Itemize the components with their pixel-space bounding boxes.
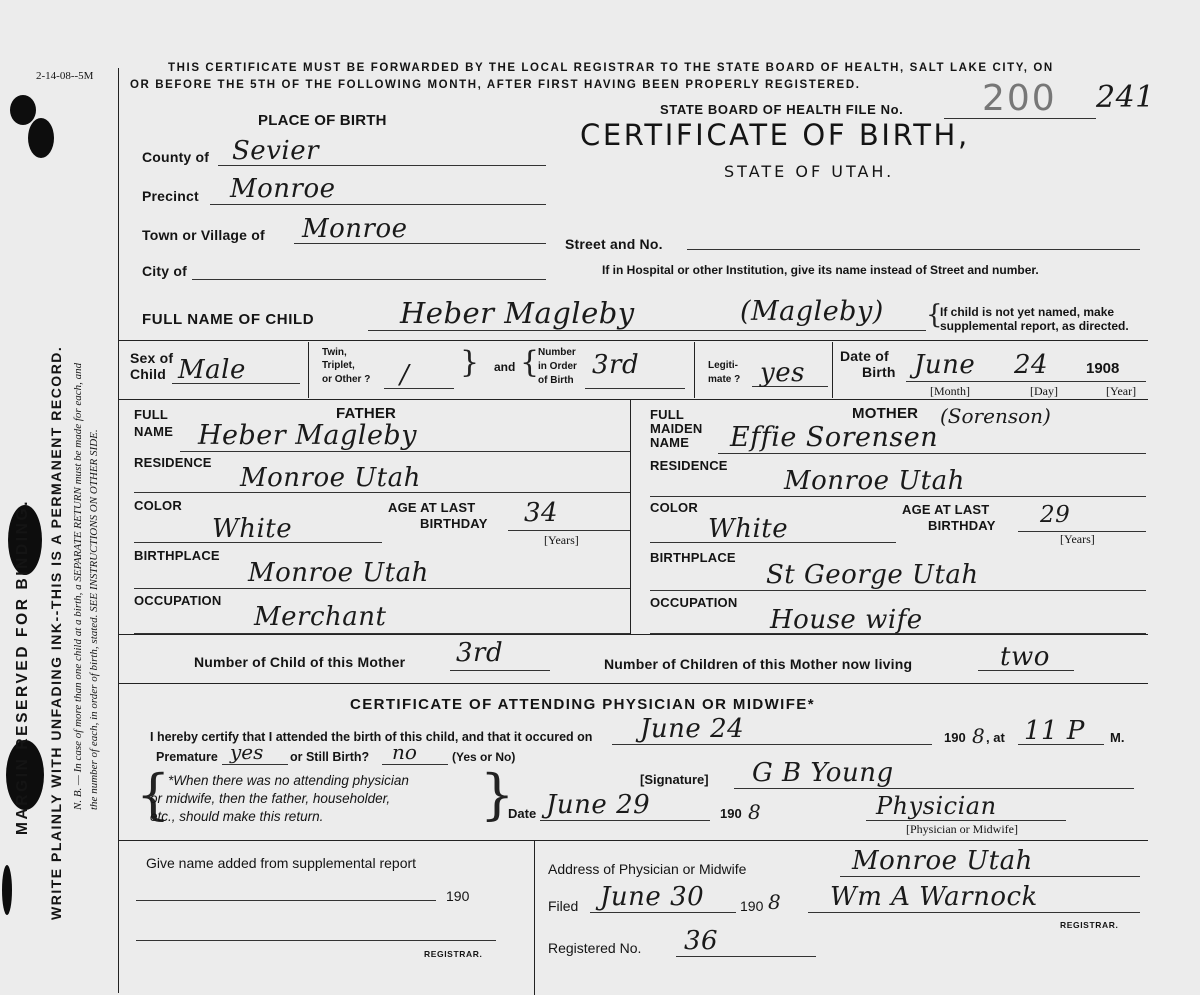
header-notice-line1: THIS CERTIFICATE MUST BE FORWARDED BY THE LOCAL REGISTRAR TO THE STATE BOARD OF HEALTH, SALT LAKE CITY, ON (168, 62, 1054, 74)
father-age-unit: [Years] (544, 533, 579, 547)
supplemental-year: 190 (446, 888, 470, 904)
filing-registrar-label: REGISTRAR. (1060, 920, 1119, 930)
mother-birthplace-value: St George Utah (766, 560, 979, 590)
signed-date-value: June 29 (546, 790, 651, 820)
legit-label-1: Legiti- (708, 360, 738, 371)
father-occupation-value: Merchant (254, 602, 387, 632)
dob-part-year: [Year] (1106, 384, 1137, 398)
birth-year-digit: 8 (972, 724, 985, 748)
mother-birthplace-label: BIRTHPLACE (650, 550, 736, 565)
mother-name-value: Effie Sorensen (730, 422, 939, 453)
father-birthplace-label: BIRTHPLACE (134, 548, 220, 563)
and-label: and (494, 360, 516, 374)
premature-value: yes (230, 740, 264, 764)
father-color-label: COLOR (134, 498, 182, 513)
father-residence-value: Monroe Utah (240, 463, 421, 493)
town-label: Town or Village of (142, 227, 265, 243)
premature-label: Premature (156, 750, 218, 764)
sex-label-2: Child (130, 366, 166, 382)
dob-month: June (914, 350, 976, 380)
signature-value: G B Young (752, 758, 894, 788)
father-color-value: White (212, 514, 293, 544)
supplemental-registrar-label: REGISTRAR. (424, 949, 483, 959)
mother-residence-label: RESIDENCE (650, 458, 728, 473)
mother-name-label-1: FULL (650, 407, 685, 422)
mother-name-label-2: MAIDEN (650, 421, 703, 436)
signed-year-digit: 8 (748, 800, 761, 824)
hospital-note: If in Hospital or other Institution, give its name instead of Street and number. (602, 263, 1039, 277)
filed-date-value: June 30 (600, 882, 705, 912)
physician-title-value: Physician (876, 792, 997, 820)
mother-maiden-note: (Sorenson) (940, 404, 1051, 428)
yes-no-label: (Yes or No) (452, 750, 516, 764)
father-name-label-1: FULL (134, 407, 169, 422)
dob-label-2: Birth (862, 364, 896, 380)
child-number-value: 3rd (456, 638, 504, 668)
form-left-border (118, 68, 119, 993)
not-named-note-1: If child is not yet named, make (940, 305, 1115, 319)
child-number-label: Number of Child of this Mother (194, 654, 406, 670)
father-name-value: Heber Magleby (198, 420, 417, 451)
mother-age-unit: [Years] (1060, 532, 1095, 546)
mother-age-label-1: AGE AT LAST (902, 502, 990, 517)
margin-ink-text: WRITE PLAINLY WITH UNFADING INK--THIS IS A PERMANENT RECORD. (48, 345, 64, 920)
living-value: two (1000, 642, 1050, 672)
supplemental-label: Give name added from supplemental report (146, 855, 417, 871)
father-age-label-2: BIRTHDAY (420, 516, 488, 531)
signed-date-label: Date (508, 806, 537, 821)
order-label-2: in Order (538, 361, 577, 372)
birth-year-prefix: 190 (944, 730, 966, 745)
registered-value: 36 (684, 926, 719, 956)
city-label: City of (142, 263, 187, 279)
mother-heading: MOTHER (852, 405, 919, 422)
binding-hole-1 (10, 95, 36, 125)
order-value: 3rd (592, 350, 640, 380)
at-label: , at (986, 730, 1005, 745)
address-value: Monroe Utah (852, 846, 1033, 876)
father-occupation-label: OCCUPATION (134, 593, 222, 608)
certificate-title: CERTIFICATE OF BIRTH, (580, 118, 970, 152)
m-label: M. (1110, 730, 1125, 745)
sex-label-1: Sex of (130, 350, 174, 366)
registered-label: Registered No. (548, 940, 642, 956)
twin-value: / (400, 360, 410, 390)
child-name-correction: (Magleby) (740, 296, 884, 327)
file-no-stamp: 200 (982, 78, 1057, 119)
mother-occupation-value: House wife (770, 605, 923, 635)
twin-label-2: Triplet, (322, 360, 355, 371)
dob-label-1: Date of (840, 348, 889, 364)
dob-part-day: [Day] (1030, 384, 1058, 398)
physician-title-label: [Physician or Midwife] (906, 822, 1018, 836)
footnote-line1: *When there was no attending physician (168, 773, 409, 788)
header-notice-line2: OR BEFORE THE 5TH OF THE FOLLOWING MONTH, AFTER FIRST HAVING BEEN PROPERLY REGISTERED. (130, 79, 861, 91)
registrar-signature: Wm A Warnock (830, 882, 1038, 912)
legit-label-2: mate ? (708, 374, 741, 385)
county-value: Sevier (232, 136, 320, 166)
mother-age-label-2: BIRTHDAY (928, 518, 996, 533)
mother-age-value: 29 (1040, 502, 1071, 528)
mother-color-value: White (708, 514, 789, 544)
living-label: Number of Children of this Mother now living (604, 656, 913, 672)
dob-part-month: [Month] (930, 384, 970, 398)
margin-binding-text: MARGIN RESERVED FOR BINDING. (14, 498, 31, 835)
twin-label-3: or Other ? (322, 374, 371, 385)
order-label-1: Number (538, 347, 576, 358)
mother-name-label-3: NAME (650, 435, 690, 450)
street-label: Street and No. (565, 236, 663, 252)
binding-hole-2 (28, 118, 54, 158)
father-heading: FATHER (336, 405, 397, 422)
father-name-label-2: NAME (134, 424, 174, 439)
precinct-label: Precinct (142, 188, 199, 204)
place-of-birth-heading: PLACE OF BIRTH (258, 112, 387, 129)
precinct-value: Monroe (230, 174, 336, 204)
mother-residence-value: Monroe Utah (784, 466, 965, 496)
dob-day: 24 (1014, 350, 1049, 380)
footnote-line3: etc., should make this return. (150, 809, 324, 824)
dob-year: 1908 (1086, 360, 1120, 377)
father-age-value: 34 (524, 498, 559, 528)
filed-label: Filed (548, 898, 579, 914)
file-no-label: STATE BOARD OF HEALTH FILE No. (660, 102, 904, 117)
child-name-label: FULL NAME OF CHILD (142, 311, 315, 328)
still-birth-value: no (392, 740, 417, 764)
filed-year-prefix: 190 (740, 898, 764, 914)
not-named-note-2: supplemental report, as directed. (940, 319, 1129, 333)
margin-nb-line1: N. B. — In case of more than one child at a birth, a SEPARATE RETURN must be made for each, and (72, 362, 84, 810)
order-label-3: of Birth (538, 375, 574, 386)
mother-occupation-label: OCCUPATION (650, 595, 738, 610)
county-label: County of (142, 149, 210, 165)
still-birth-label: or Still Birth? (290, 750, 370, 764)
margin-nb-line2: the number of each, in order of birth, stated. SEE INSTRUCTIONS ON OTHER SIDE. (88, 429, 100, 810)
mother-color-label: COLOR (650, 500, 698, 515)
sex-value: Male (178, 355, 246, 385)
file-no-handwritten: 241 (1096, 80, 1155, 115)
certify-text: I hereby certify that I attended the birth of this child, and that it occured on (150, 730, 593, 744)
footnote-line2: or midwife, then the father, householder, (150, 791, 391, 806)
legit-value: yes (760, 358, 805, 388)
town-value: Monroe (302, 214, 408, 244)
child-name-value: Heber Magleby (400, 296, 635, 330)
form-code: 2-14-08--5M (36, 70, 94, 82)
birth-date-value: June 24 (640, 714, 745, 744)
physician-heading: CERTIFICATE OF ATTENDING PHYSICIAN OR MIDWIFE* (350, 696, 815, 713)
certificate-subtitle: STATE OF UTAH. (724, 162, 895, 181)
twin-label-1: Twin, (322, 347, 347, 358)
binding-hole-5 (2, 865, 12, 915)
signed-year-prefix: 190 (720, 806, 742, 821)
father-residence-label: RESIDENCE (134, 455, 212, 470)
filed-year-digit: 8 (768, 890, 781, 914)
birth-hour-value: 11 P (1024, 716, 1085, 746)
certificate-sheet: 2-14-08--5M MARGIN RESERVED FOR BINDING. WRITE PLAINLY WITH UNFADING INK--THIS IS A PERMANENT RECORD. N. B. — In case of more than one child at a birth, a SEPARATE RETURN must be made for each, and the number of each, in order of birth, stated. SEE INSTRUCTIONS ON OTHER SIDE. THIS CERTIFICATE MUST BE FORWARDED BY THE LOCAL REGISTRAR TO THE STATE BOARD OF HEALTH, SALT LAKE CITY, ON OR BEFORE THE 5TH OF THE FOLLOWING MONTH, AFTER FIRST HAVING BEEN PROPERLY REGISTERED. STATE BOARD OF HEALTH FILE No. 200 241 CERTIFICATE OF BIRTH, STATE OF UTAH. PLACE OF BIRTH County of Sevier Precinct Monroe Town or Village of Monroe Street and No. City of If in Hospital or other Institution, give its name instead of Street and number. FULL NAME OF CHILD Heber Magleby (Magleby) { If child is not yet named, make supplemental report, as directed. Sex of Child Male Twin, Triplet, or Other ? / } and { Number in Order of Birth 3rd Legiti- mate ? yes Date of Birth June 24 1908 [Month] [Day] [Year] FATHER FULL NAME Heber Magleby RESIDENCE Monroe Utah COLOR AGE AT LAST BIRTHDAY White 34 [Years] BIRTHPLACE Monroe Utah OCCUPATION Merchant MOTHER (Sorenson) FULL MAIDEN NAME Effie Sorensen RESIDENCE Monroe Utah COLOR AGE AT LAST BIRTHDAY White 29 [Years] BIRTHPLACE St George Utah OCCUPATION House wife Number of Child of this Mother 3rd Number of Children of this Mother now living two CERTIFICATE OF ATTENDING PHYSICIAN OR MIDWIFE* I hereby certify that I attended the birth of this child, and that it occured on June 24 190 8 , at 11 P M. Premature yes or Still Birth? no (Yes or No) { *When there was no attending physician or midwife, then the father, householder, etc., should make this return. } [Signature] G B Young Date June 29 190 8 Physician [Physician or Midwife] Give name added from supplemental report 190 REGISTRAR. Address of Physician or Midwife Monroe Utah Filed June 30 190 8 Wm A Warnock REGISTRAR. Registered No. 36 (0, 0, 1200, 995)
address-label: Address of Physician or Midwife (548, 861, 747, 877)
father-birthplace-value: Monroe Utah (248, 558, 429, 588)
signature-label: [Signature] (640, 772, 709, 787)
father-age-label-1: AGE AT LAST (388, 500, 476, 515)
